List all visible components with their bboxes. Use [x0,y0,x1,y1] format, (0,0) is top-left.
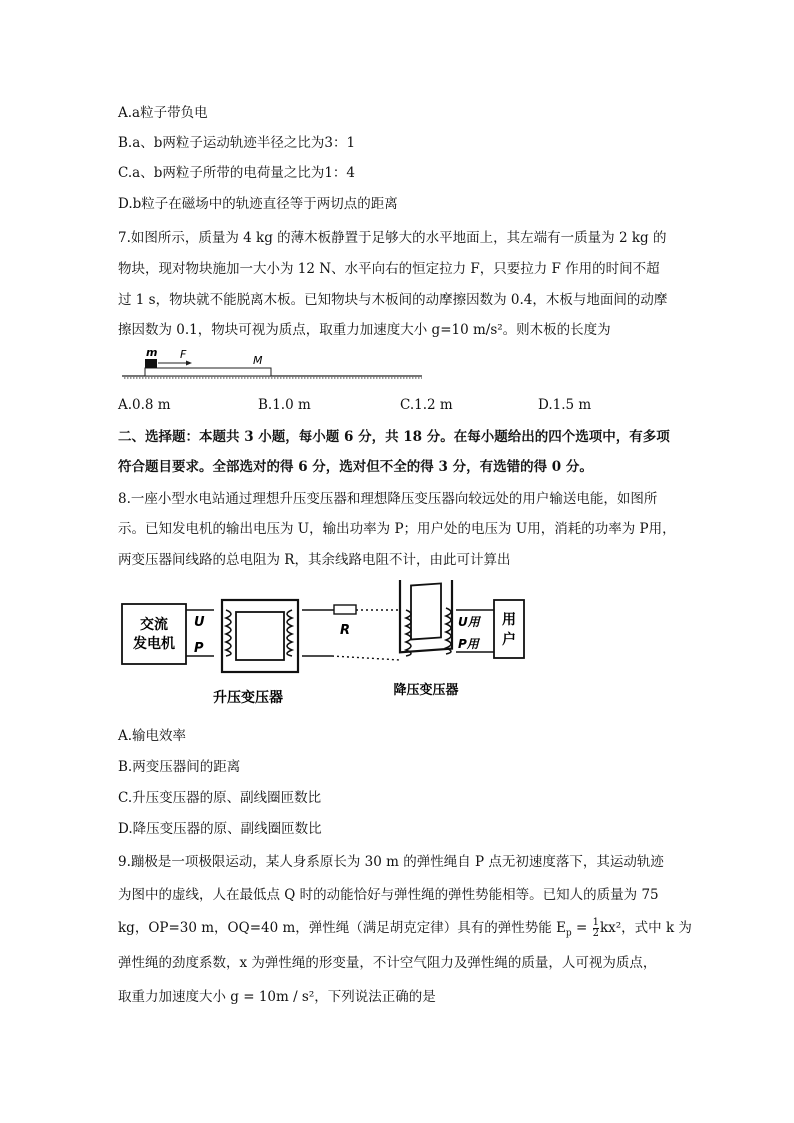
q7-option-d: D.1.5 m [538,397,592,413]
user-label-2: 户 [502,632,516,648]
section2-heading-line1: 二、选择题：本题共 3 小题，每小题 6 分，共 18 分。在每小题给出的四个选项中，有多项 [118,429,670,445]
q8-option-a: A.输电效率 [118,728,187,744]
label-F: F [180,348,187,361]
resistor-R [334,605,356,614]
q7-text-line3: 过 1 s，物块就不能脱离木板。已知物块与木板间的动摩擦因数为 0.4，木板与地面间的动摩 [118,292,668,308]
q8-transmission-figure [118,580,538,710]
q9-text-line3 [118,918,692,943]
q9-text-line4: 弹性绳的劲度系数，x 为弹性绳的形变量，不计空气阻力及弹性绳的质量，人可视为质点， [118,955,657,971]
q9-fraction-denominator: 2 [592,928,599,939]
q6-option-a: A.a粒子带负电 [118,105,208,121]
label-M: M [253,354,263,367]
q7-board-figure [118,346,428,382]
q9-fraction-numerator: 1 [592,917,599,928]
q9-line3-part-c: kx²，式中 k 为 [599,920,692,936]
q7-option-c: C.1.2 m [400,397,453,413]
caption-step-up: 升压变压器 [213,690,283,706]
q9-text-line2: 为图中的虚线，人在最低点 Q 时的动能恰好与弹性绳的弹性势能相等。已知人的质量为 75 [118,887,659,903]
generator-label-2: 发电机 [133,636,175,652]
q7-text-line2: 物块，现对物块施加一大小为 12 N、水平向右的恒定拉力 F，只要拉力 F 作用的时间不超 [118,261,660,277]
q7-text-line1: 7.如图所示，质量为 4 kg 的薄木板静置于足够大的水平地面上，其左端有一质量为 2 kg 的 [118,230,667,246]
q6-option-c: C.a、b两粒子所带的电荷量之比为1：4 [118,165,356,181]
generator-box [122,604,186,664]
block-rect [145,359,157,368]
label-P: P [194,641,204,656]
q9-fraction [593,918,599,939]
q8-text-line3: 两变压器间线路的总电阻为 R，其余线路电阻不计，由此可计算出 [118,552,511,568]
user-label-1: 用 [502,612,516,628]
q7-options [118,397,598,415]
label-U: U [194,615,205,630]
q8-option-c: C.升压变压器的原、副线圈匝数比 [118,790,322,806]
step-down-transformer [400,580,452,656]
q9-text-line5: 取重力加速度大小 g = 10m / s²，下列说法正确的是 [118,989,436,1005]
label-m: m [146,346,158,359]
q7-option-b: B.1.0 m [258,397,311,413]
section2-heading-line2: 符合题目要求。全部选对的得 6 分，选对但不全的得 3 分，有选错的得 0 分。 [118,459,593,475]
q7-option-a: A.0.8 m [118,397,171,413]
board-rect [145,368,271,376]
q9-text-line1: 9.蹦极是一项极限运动，某人身系原长为 30 m 的弹性绳自 P 点无初速度落下，其运动轨迹 [118,854,664,870]
q7-text-line4: 擦因数为 0.1，物块可视为质点，取重力加速度大小 g=10 m/s²。则木板的长度为 [118,322,611,338]
force-arrowhead [186,361,192,366]
q8-option-d: D.降压变压器的原、副线圈匝数比 [118,821,322,837]
q9-line3-part-a: kg，OP=30 m，OQ=40 m，弹性绳（满足胡克定律）具有的弹性势能 E [118,920,566,936]
label-R: R [340,623,351,638]
q8-option-b: B.两变压器间的距离 [118,759,241,775]
q9-line3-sub-p: p [565,928,572,939]
generator-label-1: 交流 [140,617,168,633]
q8-text-line2: 示。已知发电机的输出电压为 U，输出功率为 P；用户处的电压为 U用，消耗的功率为 P用， [118,521,676,537]
q6-option-d: D.b粒子在磁场中的轨迹直径等于两切点的距离 [118,196,398,212]
label-U-user: U用 [458,615,480,629]
label-P-user: P用 [458,637,479,651]
caption-step-down: 降压变压器 [393,683,459,698]
step-up-transformer [222,600,298,672]
q9-line3-part-b: = [571,920,592,936]
q8-text-line1: 8.一座小型水电站通过理想升压变压器和理想降压变压器向较远处的用户输送电能，如图所 [118,491,658,507]
q6-option-b: B.a、b两粒子运动轨迹半径之比为3：1 [118,135,356,151]
user-box [494,600,524,658]
